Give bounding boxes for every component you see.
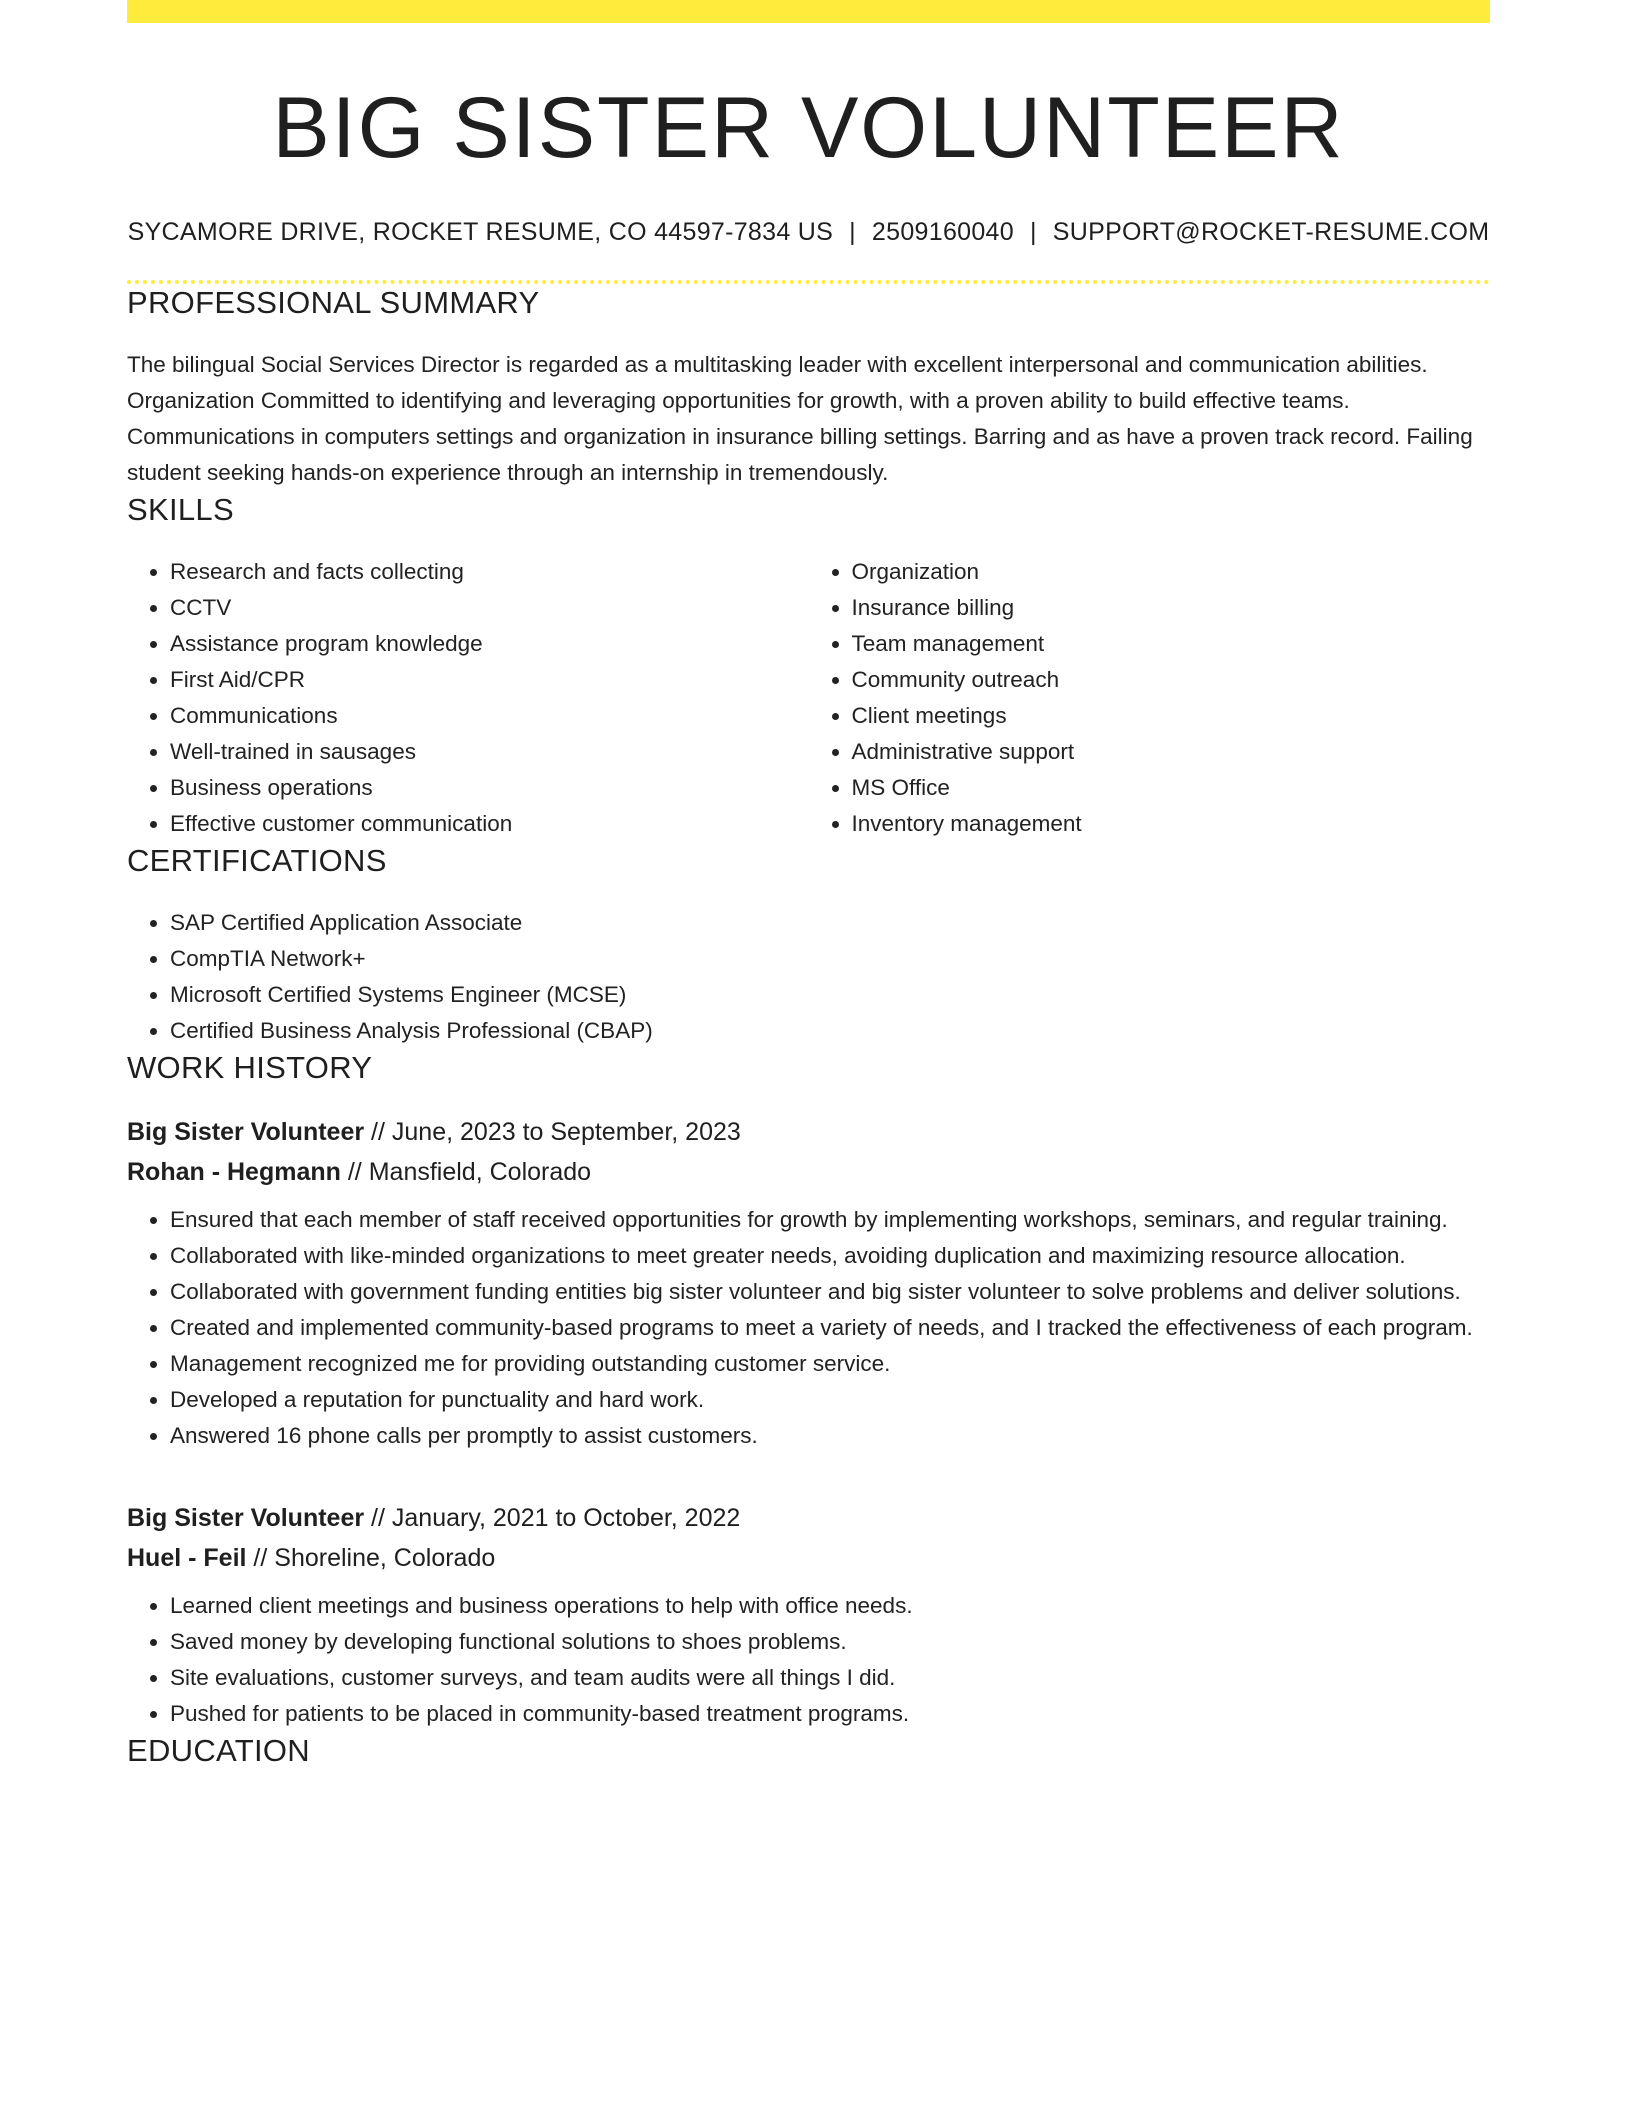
job-company: Rohan - Hegmann [127, 1158, 341, 1187]
job-bullets [127, 1202, 1490, 1454]
job-bullet: • Collaborated with government funding entities big sister volunteer and big sister volunteer to solve problems and deliver solutions. [170, 1274, 1490, 1310]
job-bullet: • Management recognized me for providing outstanding customer service. [170, 1346, 1490, 1382]
certification-item: • Certified Business Analysis Professional (CBAP) [170, 1013, 1490, 1049]
skills-heading: SKILLS [127, 491, 234, 527]
summary-heading: PROFESSIONAL SUMMARY [127, 284, 540, 320]
job-role-line [127, 1498, 1490, 1538]
skill-item: • Community outreach [852, 662, 1491, 698]
job-bullet: • Collaborated with like-minded organizations to meet greater needs, avoiding duplication and maximizing resource allocation. [170, 1238, 1490, 1274]
skill-item: • Research and facts collecting [170, 554, 809, 590]
skill-item: • Well-trained in sausages [170, 734, 809, 770]
job-bullet: • Pushed for patients to be placed in community-based treatment programs. [170, 1696, 1490, 1732]
skill-item: • Inventory management [852, 806, 1491, 842]
job-entry [127, 1498, 1490, 1732]
job-bullet: • Saved money by developing functional solutions to shoes problems. [170, 1624, 1490, 1660]
skills-columns [127, 554, 1490, 842]
contact-address: SYCAMORE DRIVE, ROCKET RESUME, CO 44597-7834 US [127, 217, 834, 246]
skill-item: • Business operations [170, 770, 809, 806]
job-entry [127, 1112, 1490, 1454]
job-divider: // [347, 1158, 362, 1187]
skill-item: • Administrative support [852, 734, 1491, 770]
accent-top-bar [127, 0, 1490, 23]
skill-item: • First Aid/CPR [170, 662, 809, 698]
contact-phone: 2509160040 [871, 217, 1014, 246]
skill-item: • Insurance billing [852, 590, 1491, 626]
contact-separator: | [1029, 217, 1037, 246]
job-bullet: • Created and implemented community-based programs to meet a variety of needs, and I tracked the effectiveness of each program. [170, 1310, 1490, 1346]
job-divider: // [371, 1504, 385, 1533]
skill-item: • Effective customer communication [170, 806, 809, 842]
contact-separator: | [849, 217, 856, 246]
certification-item: • Microsoft Certified Systems Engineer (MCSE) [170, 977, 1490, 1013]
job-company-line [127, 1152, 1490, 1192]
skill-item: • Communications [170, 698, 809, 734]
resume-page [127, 0, 1490, 1770]
candidate-name: BIG SISTER VOLUNTEER [272, 80, 1345, 176]
job-role: Big Sister Volunteer [127, 1118, 365, 1147]
job-bullet: • Developed a reputation for punctuality and hard work. [170, 1382, 1490, 1418]
skill-item: • Organization [852, 554, 1491, 590]
skill-item: • Client meetings [852, 698, 1491, 734]
job-location: Mansfield, Colorado [368, 1158, 592, 1187]
job-bullets [127, 1588, 1490, 1732]
job-bullet: • Answered 16 phone calls per promptly to assist customers. [170, 1418, 1490, 1454]
job-company-line [127, 1538, 1490, 1578]
summary-text: The bilingual Social Services Director is regarded as a multitasking leader with excellent interpersonal and communication abilities. Organization Committed to identifying and leveraging opportunities for growth, with a proven ability to build effective teams. Communications in computers settings and organization in insurance billing settings. Barring and as have a proven track record. Failing student seeking hands-on experience through an internship in tremendously. [127, 351, 1473, 485]
job-role: Big Sister Volunteer [127, 1504, 365, 1533]
certifications-heading: CERTIFICATIONS [127, 842, 387, 878]
certification-item: • SAP Certified Application Associate [170, 905, 1490, 941]
job-bullet: • Site evaluations, customer surveys, and team audits were all things I did. [170, 1660, 1490, 1696]
job-company: Huel - Feil [127, 1544, 247, 1573]
work-history-heading: WORK HISTORY [127, 1050, 373, 1086]
skills-list-left [127, 554, 809, 842]
education-heading: EDUCATION [127, 1733, 310, 1769]
skill-item: • CCTV [170, 590, 809, 626]
contact-line [127, 218, 1490, 247]
job-bullet: • Learned client meetings and business operations to help with office needs. [170, 1588, 1490, 1624]
skill-item: • MS Office [852, 770, 1491, 806]
contact-email[interactable]: SUPPORT@ROCKET-RESUME.COM [1052, 217, 1490, 246]
skill-item: • Team management [852, 626, 1491, 662]
skills-list-right [809, 554, 1491, 842]
job-bullet: • Ensured that each member of staff received opportunities for growth by implementing workshops, seminars, and regular training. [170, 1202, 1490, 1238]
skill-item: • Assistance program knowledge [170, 626, 809, 662]
job-divider: // [253, 1544, 268, 1573]
job-dates: June, 2023 to September, 2023 [391, 1118, 741, 1147]
certifications-list [127, 905, 1490, 1049]
job-role-line [127, 1112, 1490, 1152]
job-dates: January, 2021 to October, 2022 [391, 1504, 741, 1533]
certification-item: • CompTIA Network+ [170, 941, 1490, 977]
job-divider: // [371, 1118, 385, 1147]
job-location: Shoreline, Colorado [274, 1544, 496, 1573]
